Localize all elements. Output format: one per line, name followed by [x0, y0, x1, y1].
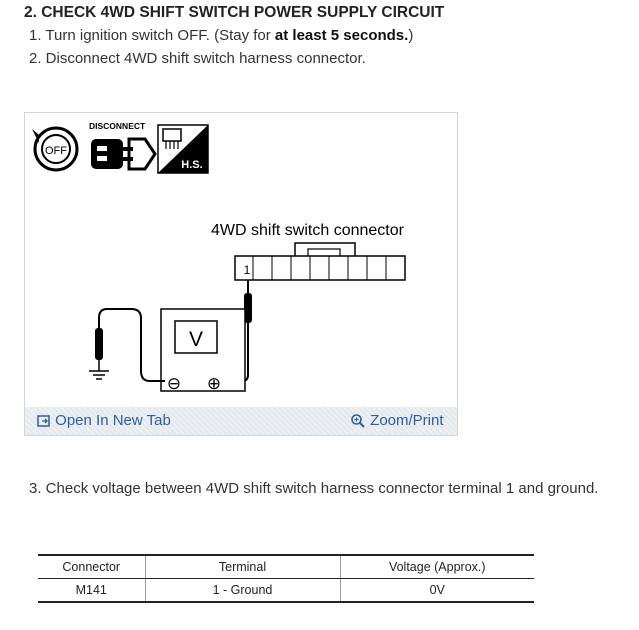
plus-terminal: ⊕ — [206, 374, 222, 394]
wiring-diagram — [25, 113, 457, 407]
zoom-print-link[interactable] — [350, 412, 444, 429]
open-new-tab-link[interactable] — [37, 412, 171, 429]
figure-toolbar — [25, 407, 457, 435]
harness-connector — [235, 243, 405, 280]
open-tab-icon — [37, 414, 51, 428]
step-3: 3. Check voltage between 4WD shift switch harness connector terminal 1 and ground. — [29, 480, 599, 497]
table-header-row — [38, 555, 534, 579]
header-connector: Connector — [38, 555, 145, 579]
step-2: 2. Disconnect 4WD shift switch harness connector. — [29, 50, 366, 67]
wiring-diagram-figure — [24, 112, 458, 436]
step-1-emphasis: at least 5 seconds. — [274, 27, 409, 44]
minus-terminal: ⊖ — [166, 374, 182, 394]
ignition-off-icon — [32, 128, 77, 170]
zoom-icon — [350, 413, 366, 429]
voltage-table — [38, 554, 534, 603]
meter-label: V — [188, 328, 204, 351]
zoom-print-label: Zoom/Print — [370, 412, 444, 429]
disconnect-label: DISCONNECT — [89, 121, 146, 131]
cell-connector: M141 — [38, 579, 145, 603]
cell-terminal: 1 - Ground — [145, 579, 340, 603]
open-new-tab-label: Open In New Tab — [55, 412, 171, 429]
cell-voltage: 0V — [340, 579, 534, 603]
section-heading: 2. CHECK 4WD SHIFT SWITCH POWER SUPPLY CIRCUIT — [24, 4, 445, 21]
step-1-prefix: 1. Turn ignition switch OFF. (Stay for — [29, 27, 275, 44]
harness-side-icon — [158, 125, 208, 173]
ground-probe — [89, 309, 165, 381]
step-1 — [29, 27, 413, 44]
header-terminal: Terminal — [145, 555, 340, 579]
connector-label: 4WD shift switch connector — [211, 222, 404, 239]
terminal-1-label: 1 — [243, 263, 251, 277]
hs-label: H.S. — [181, 159, 203, 171]
off-label: OFF — [45, 145, 67, 157]
header-voltage: Voltage (Approx.) — [340, 555, 534, 579]
voltmeter — [161, 309, 245, 394]
step-1-suffix: ) — [408, 27, 414, 44]
disconnect-icon — [89, 121, 155, 169]
table-row — [38, 579, 534, 603]
